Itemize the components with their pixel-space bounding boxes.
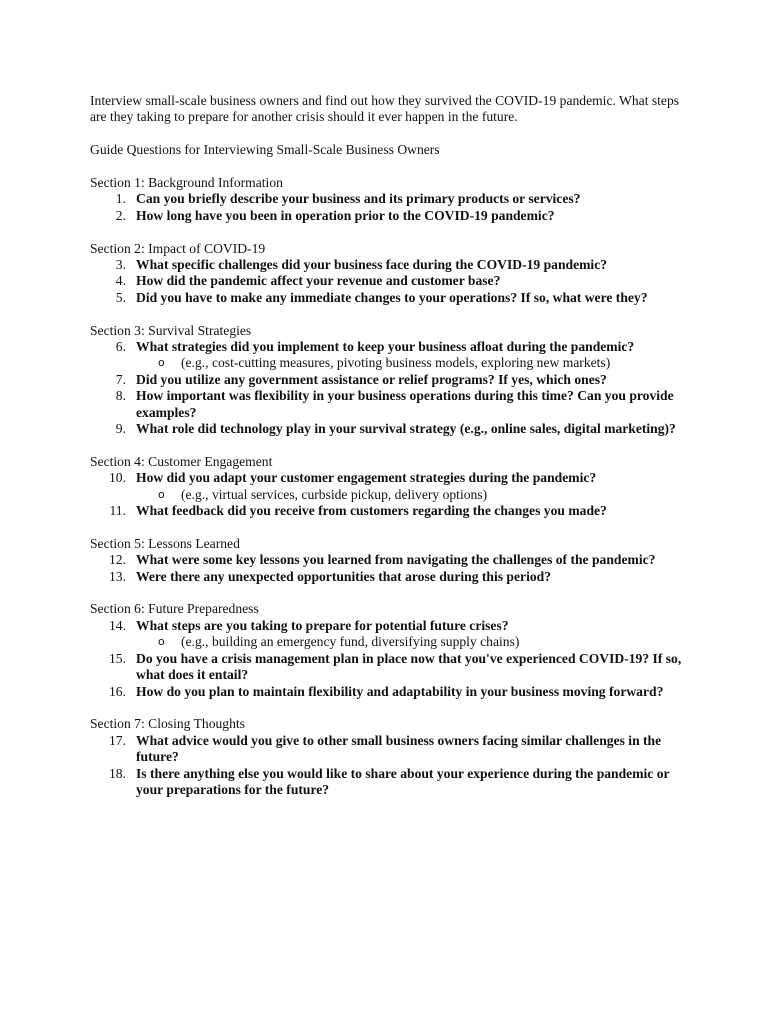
section-heading: Section 1: Background Information [90, 175, 283, 190]
question-list [90, 339, 690, 437]
question-text: What advice would you give to other small business owners facing similar challenges in the future? [136, 732, 662, 765]
section-heading: Section 7: Closing Thoughts [90, 716, 245, 732]
question-text: What feedback did you receive from customers regarding the changes you made? [136, 503, 607, 519]
question-list [90, 618, 690, 700]
question-item [90, 208, 690, 224]
question-number: 3. [115, 257, 126, 273]
question-item [90, 684, 690, 700]
question-text: Do you have a crisis management plan in place now that you've experienced COVID-19? If so, what does it entail? [136, 650, 682, 683]
question-text: Did you utilize any government assistance or relief programs? If yes, which ones? [136, 371, 607, 387]
question-item [90, 388, 690, 421]
section-block [90, 536, 690, 585]
example-text: (e.g., building an emergency fund, diversifying supply chains) [181, 634, 520, 650]
question-number: 13. [109, 568, 126, 584]
question-text: What specific challenges did your business face during the COVID-19 pandemic? [136, 257, 608, 273]
section-heading: Section 4: Customer Engagement [90, 453, 273, 469]
section-heading: Section 6: Future Preparedness [90, 601, 259, 617]
question-item [90, 733, 690, 766]
question-item [90, 372, 690, 388]
question-number: 15. [109, 650, 126, 666]
question-list [90, 191, 690, 224]
question-number: 4. [115, 273, 126, 289]
section-block [90, 601, 690, 699]
question-list [90, 552, 690, 585]
section-block [90, 454, 690, 520]
section-block [90, 716, 690, 798]
question-text: How long have you been in operation prior to the COVID-19 pandemic? [136, 207, 555, 223]
question-item [90, 503, 690, 519]
example-text: (e.g., virtual services, curbside pickup, delivery options) [181, 486, 488, 502]
section-heading: Section 3: Survival Strategies [90, 322, 252, 338]
question-number: 11. [109, 503, 126, 519]
example-text: (e.g., cost-cutting measures, pivoting business models, exploring new markets) [181, 355, 611, 371]
question-item [90, 421, 690, 437]
question-text: How did the pandemic affect your revenue and customer base? [136, 273, 501, 289]
question-text: What were some key lessons you learned from navigating the challenges of the pandemic? [136, 552, 656, 568]
intro-paragraph: Interview small-scale business owners and find out how they survived the COVID-19 pandemic. What steps are they taking to prepare for another crisis should it ever happen in the future. [90, 93, 680, 125]
question-item [90, 766, 690, 799]
question-item [90, 569, 690, 585]
question-item [90, 290, 690, 306]
example-subitem [90, 634, 690, 650]
section-block [90, 241, 690, 307]
question-text: Were there any unexpected opportunities that arose during this period? [136, 568, 551, 584]
question-text: How did you adapt your customer engagement strategies during the pandemic? [136, 470, 597, 486]
section-heading: Section 5: Lessons Learned [90, 535, 240, 551]
question-item [90, 618, 690, 634]
question-item [90, 552, 690, 568]
hollow-bullet-icon: o [158, 356, 165, 370]
question-number: 2. [115, 207, 126, 223]
question-item [90, 257, 690, 273]
sections-container [90, 175, 690, 798]
question-text: What steps are you taking to prepare for potential future crises? [136, 617, 509, 633]
question-item [90, 470, 690, 486]
question-item [90, 651, 690, 684]
section-heading: Section 2: Impact of COVID-19 [90, 240, 266, 256]
question-number: 9. [115, 421, 126, 437]
example-subitem [90, 355, 690, 371]
document-body [90, 93, 690, 798]
hollow-bullet-icon: o [158, 635, 165, 649]
question-number: 5. [115, 289, 126, 305]
question-number: 6. [115, 339, 126, 355]
question-text: Did you have to make any immediate changes to your operations? If so, what were they? [136, 289, 648, 305]
question-number: 14. [109, 617, 126, 633]
question-number: 10. [109, 470, 126, 486]
question-text: How important was flexibility in your business operations during this time? Can you provide examples? [136, 388, 674, 420]
question-item [90, 273, 690, 289]
question-number: 17. [109, 732, 126, 748]
example-subitem [90, 487, 690, 503]
question-number: 12. [109, 552, 126, 568]
hollow-bullet-icon: o [158, 487, 165, 501]
question-text: Can you briefly describe your business and its primary products or services? [136, 191, 581, 207]
question-number: 7. [115, 371, 126, 387]
question-list [90, 470, 690, 519]
question-item [90, 191, 690, 207]
question-number: 1. [115, 191, 126, 207]
question-list [90, 733, 690, 799]
question-number: 16. [109, 683, 126, 699]
question-list [90, 257, 690, 306]
section-block [90, 323, 690, 438]
question-text: What role did technology play in your survival strategy (e.g., online sales, digital marketing)? [136, 421, 676, 437]
question-text: How do you plan to maintain flexibility and adaptability in your business moving forward? [136, 683, 664, 699]
question-text: Is there anything else you would like to share about your experience during the pandemic or your preparations for the future? [136, 765, 670, 797]
question-number: 18. [109, 765, 126, 781]
guide-title: Guide Questions for Interviewing Small-Scale Business Owners [90, 142, 440, 158]
question-text: What strategies did you implement to keep your business afloat during the pandemic? [136, 339, 635, 355]
section-block [90, 175, 690, 224]
question-item [90, 339, 690, 355]
question-number: 8. [115, 388, 126, 404]
